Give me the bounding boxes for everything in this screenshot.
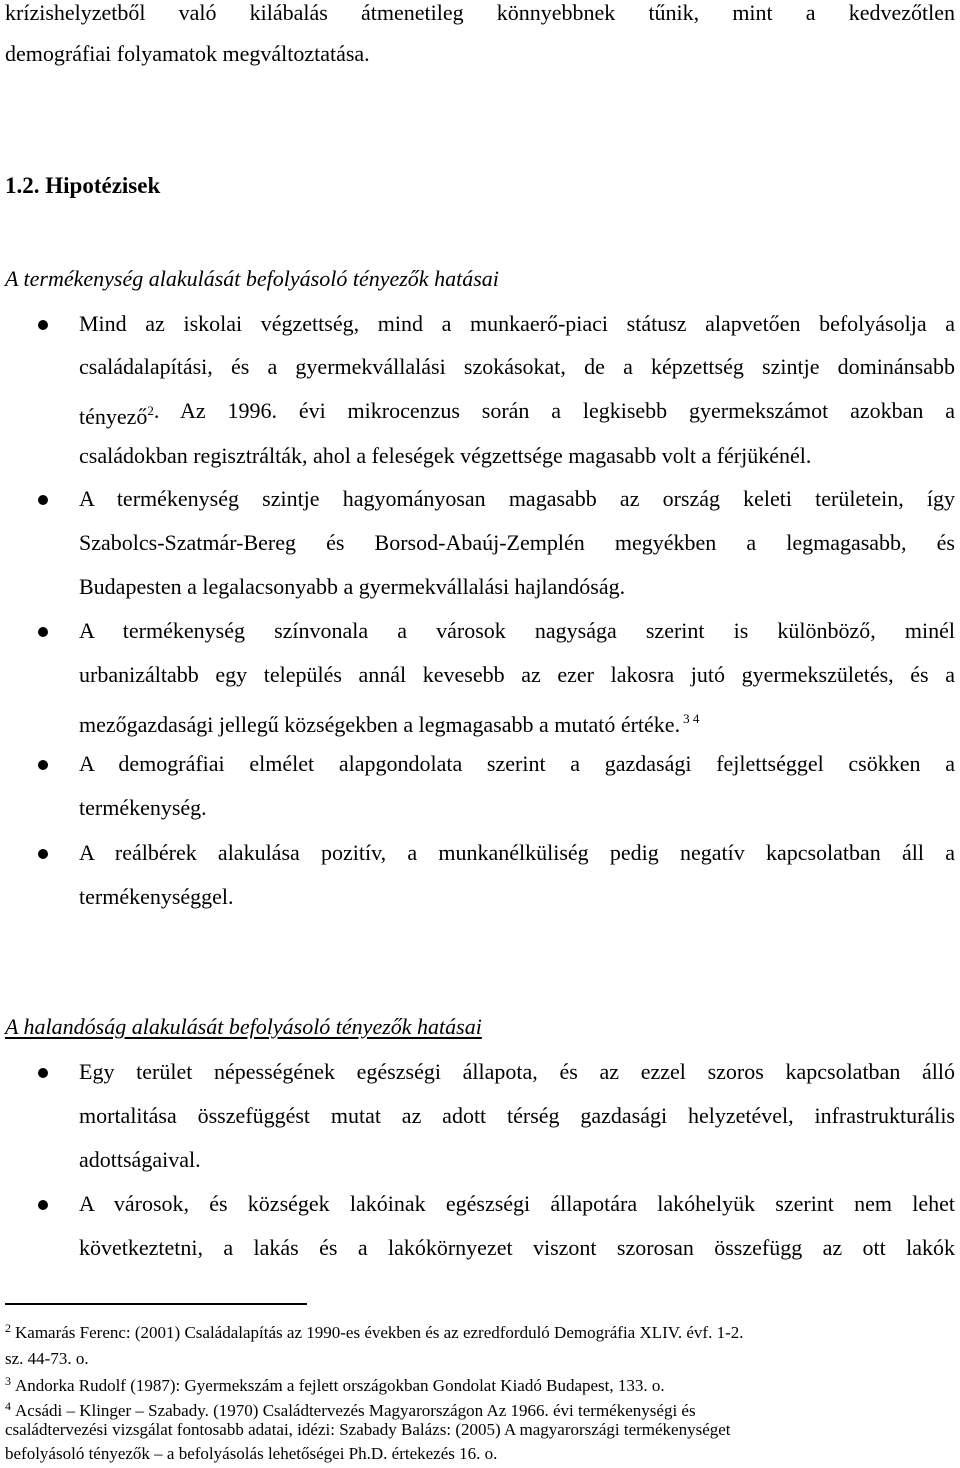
list-item-line: következtetni, a lakás és a lakókörnyezet viszont szorosan összefügg az ott lakók [79, 1235, 955, 1260]
list-item-line: A reálbérek alakulása pozitív, a munkanélküliség pedig negatív kapcsolatban áll a [79, 840, 955, 865]
bullet-icon [38, 760, 48, 770]
section-heading: 1.2. Hipotézisek [5, 173, 161, 198]
list-item-line: mortalitása összefüggést mutat az adott térség gazdasági helyzetével, infrastrukturális [79, 1103, 955, 1128]
list-item-line: termékenységgel. [79, 884, 234, 909]
footnote-line: sz. 44-73. o. [5, 1349, 89, 1368]
list-item-line [79, 706, 955, 738]
list-item-line: A termékenység szintje hagyományosan magasabb az ország keleti területein, így [79, 486, 955, 511]
list-item-text: . Az 1996. évi mikrocenzus során a legkisebb gyermekszámot azokban a [153, 398, 955, 423]
footnote-text: Acsádi – Klinger – Szabady. (1970) Családtervezés Magyarországon Az 1966. évi termékenységi és [15, 1401, 696, 1420]
footnote-number: 3 [5, 1374, 11, 1388]
footnote-ref: 3 4 [683, 711, 700, 726]
footnote-ref: tényező$^2$ [79, 403, 154, 429]
footnote-text: Andorka Rudolf (1987): Gyermekszám a fejlett országokban Gondolat Kiadó Budapest, 133. o. [15, 1376, 665, 1395]
list-item-line: urbanizáltabb egy település annál kevesebb az ezer lakosra jutó gyermekszületés, és a [79, 662, 955, 687]
list-item-line: családokban regisztrálták, ahol a feleségek végzettsége magasabb volt a férjükénél. [79, 443, 812, 468]
bullet-icon [38, 1200, 48, 1210]
list-item-line: Egy terület népességének egészségi állapota, és az ezzel szoros kapcsolatban álló [79, 1059, 955, 1084]
list-item-line: Szabolcs-Szatmár-Bereg és Borsod-Abaúj-Zemplén megyékben a legmagasabb, és [79, 530, 955, 555]
footnote [5, 1396, 955, 1421]
list-item-line: termékenység. [79, 795, 207, 820]
list-item-line: A termékenység színvonala a városok nagysága szerint is különböző, minél [79, 618, 955, 643]
footnote-text: Kamarás Ferenc: (2001) Családalapítás az 1990-es években és az ezredforduló Demográfia XLIV. évf. 1-2. [15, 1323, 744, 1342]
footnote-line: befolyásoló tényezők – a befolyásolás lehetőségei Ph.D. értekezés 16. o. [5, 1444, 498, 1463]
list-item-line: Budapesten a legalacsonyabb a gyermekvállalási hajlandóság. [79, 574, 626, 599]
list-item-line [79, 398, 955, 430]
bullet-icon [38, 1068, 48, 1078]
list-item-line: Mind az iskolai végzettség, mind a munkaerő-piaci státusz alapvetően befolyásolja a [79, 311, 955, 336]
footnote-line: családtervezési vizsgálat fontosabb adatai, idézi: Szabady Balázs: (2005) A magyarországi termékenységet [5, 1420, 731, 1439]
intro-line: demográfiai folyamatok megváltoztatása. [5, 41, 370, 66]
footnote [5, 1371, 955, 1396]
intro-line: krízishelyzetből való kilábalás átmenetileg könnyebbnek tűnik, mint a kedvezőtlen [5, 0, 955, 25]
list-item-line: A városok, és községek lakóinak egészségi állapotára lakóhelyük szerint nem lehet [79, 1191, 955, 1216]
list-item-line: A demográfiai elmélet alapgondolata szerint a gazdasági fejlettséggel csökken a [79, 751, 955, 776]
subheading-mortality: A halandóság alakulását befolyásoló tényezők hatásai [5, 1014, 482, 1039]
bullet-icon [38, 495, 48, 505]
footnote-divider [5, 1303, 307, 1305]
list-item-line: családalapítási, és a gyermekvállalási szokásokat, de a képzettség szintje dominánsabb [79, 354, 955, 379]
footnote [5, 1318, 955, 1343]
bullet-icon [38, 849, 48, 859]
list-item-line: adottságaival. [79, 1147, 201, 1172]
list-item-text: mezőgazdasági jellegű községekben a legmagasabb a mutató értéke. [79, 712, 681, 737]
bullet-icon [38, 627, 48, 637]
subheading-fertility: A termékenység alakulását befolyásoló tényezők hatásai [5, 266, 499, 291]
footnote-number: 2 [5, 1321, 11, 1335]
bullet-icon [38, 320, 48, 330]
footnote-number: 4 [5, 1399, 11, 1413]
